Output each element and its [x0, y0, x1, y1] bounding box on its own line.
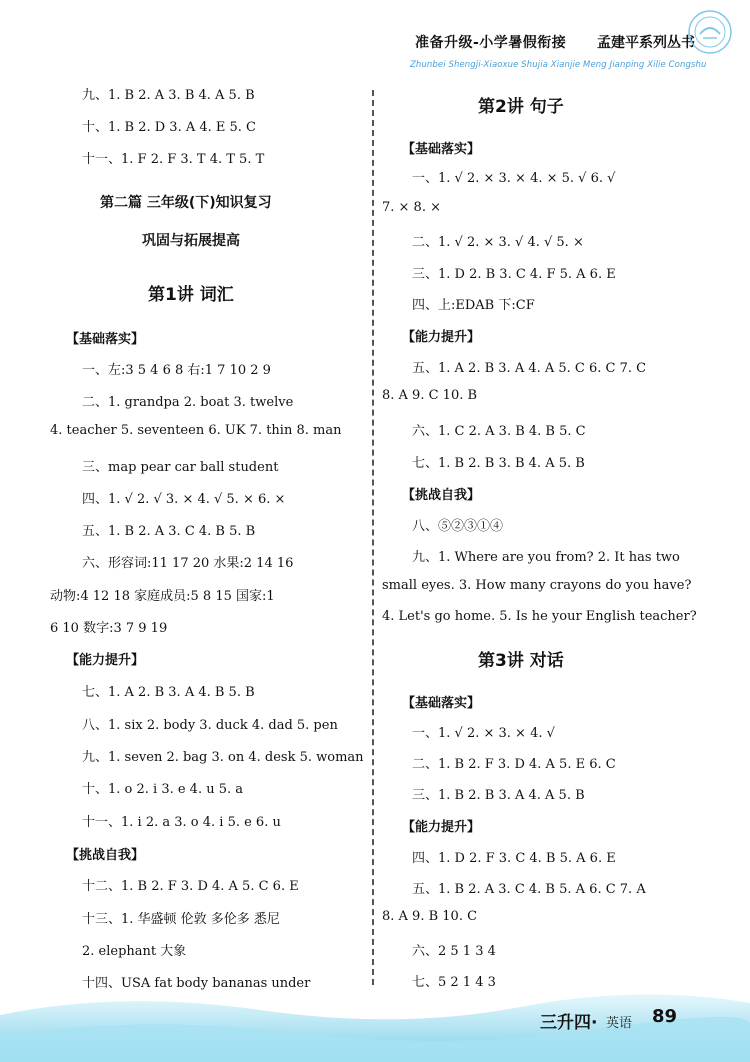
column-divider [372, 90, 374, 985]
answer-line: 十四、USA fat body bananas under [82, 976, 311, 991]
answer-line: 二、1. B 2. F 3. D 4. A 5. E 6. C [412, 757, 616, 772]
answer-line: 五、1. B 2. A 3. C 4. B 5. A 6. C 7. A [412, 882, 646, 897]
page-number: 89 [652, 1006, 678, 1027]
grade-label: 三升四· [540, 1013, 598, 1033]
answer-line: 八、⑤②③①④ [412, 519, 504, 534]
page-header [0, 0, 750, 80]
lesson-title: 第2讲 句子 [478, 97, 564, 117]
publisher-logo-icon [686, 8, 734, 56]
answer-line: 六、形容词:11 17 20 水果:2 14 16 [82, 556, 294, 571]
answer-line: 8. A 9. C 10. B [382, 388, 478, 403]
series-pinyin: Zhunbei Shengji-Xiaoxue Shujia Xianjie Meng Jianping Xilie Congshu [410, 60, 707, 70]
answer-line: 九、1. B 2. A 3. B 4. A 5. B [82, 88, 255, 103]
answer-line: 七、1. A 2. B 3. A 4. B 5. B [82, 685, 255, 700]
answer-line: 十二、1. B 2. F 3. D 4. A 5. C 6. E [82, 879, 299, 894]
answer-line: 六、2 5 1 3 4 [412, 944, 496, 959]
answer-line: 十、1. o 2. i 3. e 4. u 5. a [82, 782, 244, 797]
answer-line: 二、1. √ 2. × 3. √ 4. √ 5. × [412, 235, 584, 250]
answer-line: small eyes. 3. How many crayons do you have? [382, 578, 692, 593]
section-heading: 【能力提升】 [66, 653, 145, 668]
answer-line: 十三、1. 华盛顿 伦敦 多伦多 悉尼 [82, 912, 280, 927]
answer-line: 二、1. grandpa 2. boat 3. twelve [82, 395, 294, 410]
lesson-title: 第3讲 对话 [478, 651, 564, 671]
part-subtitle: 巩固与拓展提高 [142, 233, 240, 249]
answer-line: 一、1. √ 2. × 3. × 4. × 5. √ 6. √ [412, 171, 616, 186]
section-heading: 【挑战自我】 [402, 488, 481, 503]
answer-line: 2. elephant 大象 [82, 944, 187, 959]
series-brand: 孟建平系列丛书 [597, 35, 695, 51]
answer-line: 一、左:3 5 4 6 8 右:1 7 10 2 9 [82, 363, 271, 378]
answer-line: 三、1. B 2. B 3. A 4. A 5. B [412, 788, 585, 803]
answer-line: 十、1. B 2. D 3. A 4. E 5. C [82, 120, 257, 135]
answer-line: 一、1. √ 2. × 3. × 4. √ [412, 726, 555, 741]
section-heading: 【能力提升】 [402, 820, 481, 835]
answer-line: 七、1. B 2. B 3. B 4. A 5. B [412, 456, 585, 471]
answer-line: 四、1. √ 2. √ 3. × 4. √ 5. × 6. × [82, 492, 286, 507]
answer-line: 八、1. six 2. body 3. duck 4. dad 5. pen [82, 718, 338, 733]
subject-label: 英语 [606, 1016, 633, 1031]
lesson-title: 第1讲 词汇 [148, 285, 234, 305]
section-heading: 【基础落实】 [402, 696, 481, 711]
part-title: 第二篇 三年级(下)知识复习 [100, 195, 272, 211]
footer-wave-decoration [0, 985, 750, 1062]
answer-line: 7. × 8. × [382, 200, 441, 215]
answer-line: 九、1. Where are you from? 2. It has two [412, 550, 680, 565]
answer-line: 三、map pear car ball student [82, 460, 279, 475]
answer-line: 十一、1. F 2. F 3. T 4. T 5. T [82, 152, 265, 167]
answer-line: 七、5 2 1 4 3 [412, 975, 496, 990]
section-heading: 【基础落实】 [66, 332, 145, 347]
answer-line: 十一、1. i 2. a 3. o 4. i 5. e 6. u [82, 815, 281, 830]
answer-line: 8. A 9. B 10. C [382, 909, 478, 924]
answer-line: 九、1. seven 2. bag 3. on 4. desk 5. woman [82, 750, 364, 765]
answer-line: 4. teacher 5. seventeen 6. UK 7. thin 8. man [50, 423, 342, 438]
series-title: 准备升级-小学暑假衔接 [415, 35, 567, 51]
answer-line: 五、1. A 2. B 3. A 4. A 5. C 6. C 7. C [412, 361, 647, 376]
answer-line: 6 10 数字:3 7 9 19 [50, 621, 168, 636]
section-heading: 【挑战自我】 [66, 848, 145, 863]
answer-line: 四、上:EDAB 下:CF [412, 298, 535, 313]
section-heading: 【基础落实】 [402, 142, 481, 157]
answer-line: 动物:4 12 18 家庭成员:5 8 15 国家:1 [50, 589, 275, 604]
answer-line: 六、1. C 2. A 3. B 4. B 5. C [412, 424, 586, 439]
answer-line: 五、1. B 2. A 3. C 4. B 5. B [82, 524, 256, 539]
answer-line: 4. Let's go home. 5. Is he your English teacher? [382, 609, 697, 624]
answer-line: 三、1. D 2. B 3. C 4. F 5. A 6. E [412, 267, 616, 282]
answer-line: 四、1. D 2. F 3. C 4. B 5. A 6. E [412, 851, 616, 866]
section-heading: 【能力提升】 [402, 330, 481, 345]
